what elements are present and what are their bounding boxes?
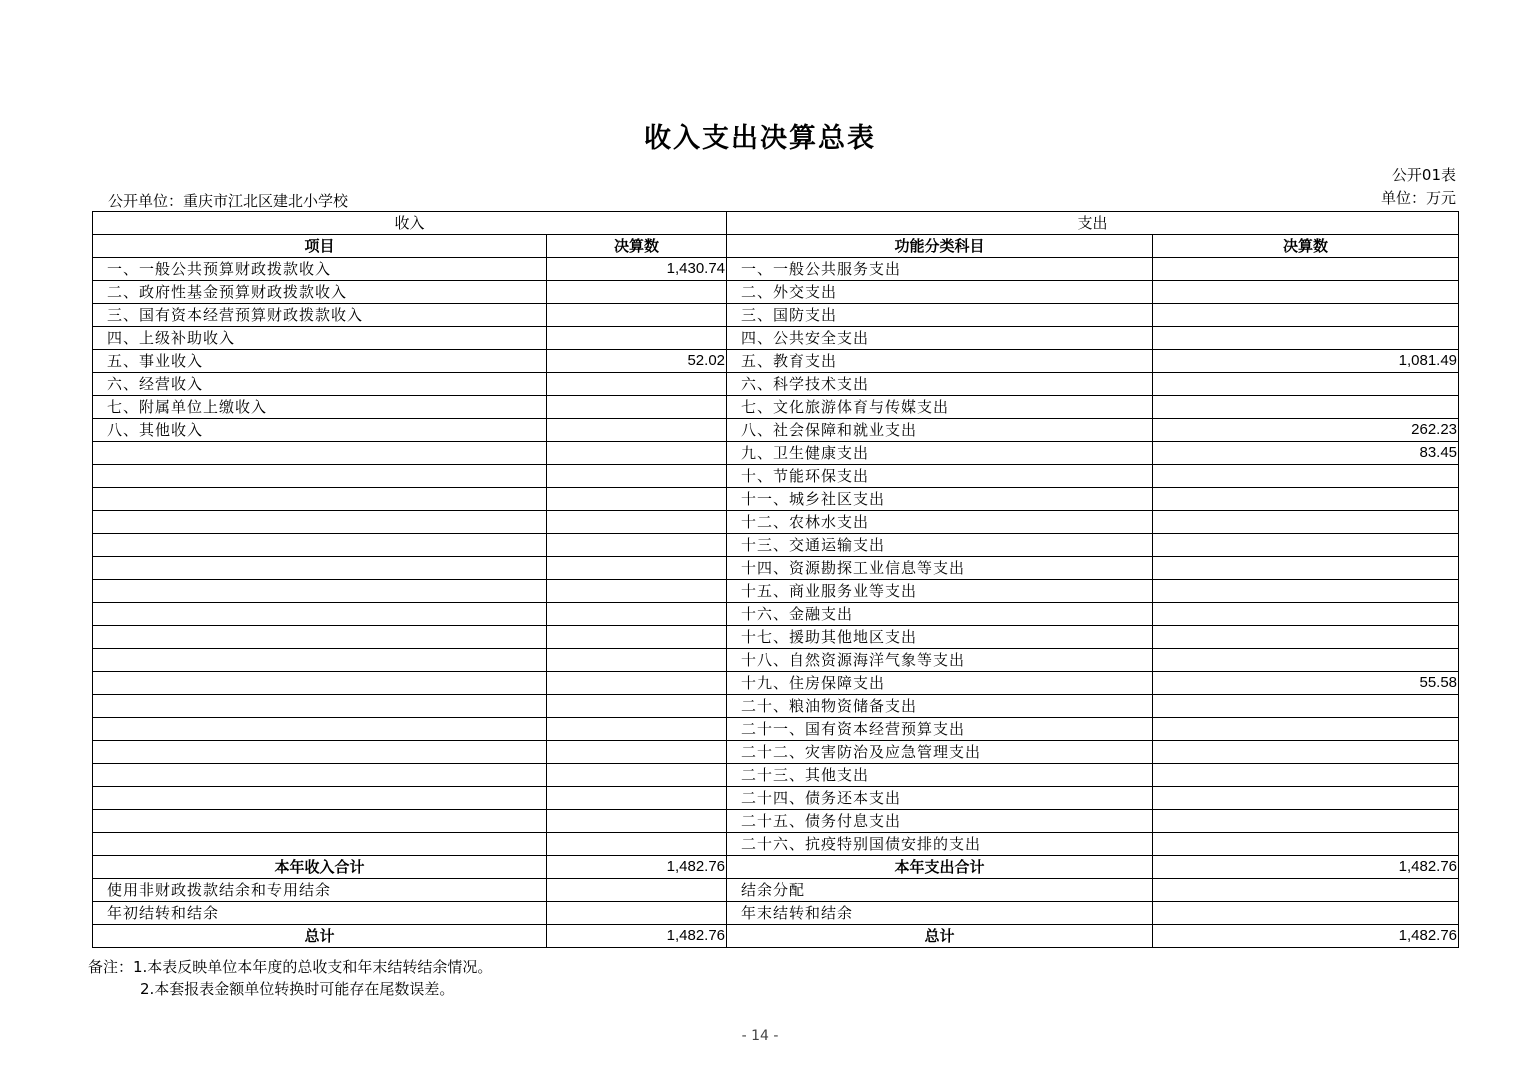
expense-item-cell: 三、国防支出 <box>727 304 1153 327</box>
table-row <box>93 718 1459 741</box>
column-header-amount: 决算数 <box>547 235 727 258</box>
income-amount-cell <box>547 902 727 925</box>
expense-amount-cell <box>1153 626 1459 649</box>
expense-amount-cell <box>1153 511 1459 534</box>
income-amount-cell <box>547 626 727 649</box>
income-item-cell: 七、附属单位上缴收入 <box>93 396 547 419</box>
income-item-cell <box>93 603 547 626</box>
expense-amount-cell <box>1153 787 1459 810</box>
income-amount-cell <box>547 557 727 580</box>
income-amount-cell <box>547 695 727 718</box>
expense-amount-cell: 1,081.49 <box>1153 350 1459 373</box>
notes <box>88 956 492 1000</box>
expense-item-cell: 七、文化旅游体育与传媒支出 <box>727 396 1153 419</box>
income-amount-cell <box>547 764 727 787</box>
total-row <box>93 925 1459 948</box>
table-row <box>93 534 1459 557</box>
table-row <box>93 327 1459 350</box>
table-row <box>93 350 1459 373</box>
income-amount-cell <box>547 511 727 534</box>
expense-item-cell: 十四、资源勘探工业信息等支出 <box>727 557 1153 580</box>
table-row <box>93 511 1459 534</box>
income-amount-cell <box>547 419 727 442</box>
note-2: 2.本套报表金额单位转换时可能存在尾数误差。 <box>140 980 455 998</box>
unit-label: 单位：万元 <box>1380 189 1456 207</box>
expense-amount-cell: 83.45 <box>1153 442 1459 465</box>
expense-item-cell: 十二、农林水支出 <box>727 511 1153 534</box>
expense-item-cell: 十一、城乡社区支出 <box>727 488 1153 511</box>
income-item-cell: 三、国有资本经营预算财政拨款收入 <box>93 304 547 327</box>
income-item-cell <box>93 672 547 695</box>
income-amount-cell: 1,430.74 <box>547 258 727 281</box>
table-row <box>93 557 1459 580</box>
expense-item-cell: 四、公共安全支出 <box>727 327 1153 350</box>
expense-amount-cell <box>1153 534 1459 557</box>
expense-item-cell: 五、教育支出 <box>727 350 1153 373</box>
income-amount-cell <box>547 741 727 764</box>
income-amount-cell: 1,482.76 <box>547 925 727 948</box>
income-amount-cell <box>547 304 727 327</box>
income-amount-cell <box>547 442 727 465</box>
income-amount-cell <box>547 879 727 902</box>
column-header-function: 功能分类科目 <box>727 235 1153 258</box>
form-number: 公开01表 <box>1391 166 1456 184</box>
table-row <box>93 580 1459 603</box>
page-number: - 14 - <box>741 1028 779 1044</box>
income-amount-cell <box>547 718 727 741</box>
income-item-cell <box>93 695 547 718</box>
income-amount-cell <box>547 488 727 511</box>
expense-item-cell: 总计 <box>727 925 1153 948</box>
expense-item-cell: 二十二、灾害防治及应急管理支出 <box>727 741 1153 764</box>
organization-label: 公开单位：重庆市江北区建北小学校 <box>108 192 349 210</box>
expense-item-cell: 十八、自然资源海洋气象等支出 <box>727 649 1153 672</box>
income-item-cell <box>93 580 547 603</box>
income-amount-cell <box>547 534 727 557</box>
expense-amount-cell <box>1153 465 1459 488</box>
income-item-cell: 二、政府性基金预算财政拨款收入 <box>93 281 547 304</box>
income-item-cell <box>93 718 547 741</box>
income-item-cell <box>93 649 547 672</box>
expense-section-header: 支出 <box>727 212 1459 235</box>
income-amount-cell <box>547 396 727 419</box>
expense-item-cell: 十九、住房保障支出 <box>727 672 1153 695</box>
expense-item-cell: 年末结转和结余 <box>727 902 1153 925</box>
income-item-cell <box>93 488 547 511</box>
expense-amount-cell <box>1153 396 1459 419</box>
income-amount-cell <box>547 787 727 810</box>
expense-item-cell: 十五、商业服务业等支出 <box>727 580 1153 603</box>
income-amount-cell <box>547 649 727 672</box>
expense-item-cell: 二十一、国有资本经营预算支出 <box>727 718 1153 741</box>
expense-amount-cell <box>1153 557 1459 580</box>
table-row <box>93 649 1459 672</box>
expense-item-cell: 结余分配 <box>727 879 1153 902</box>
table-row <box>93 304 1459 327</box>
income-amount-cell <box>547 672 727 695</box>
expense-item-cell: 本年支出合计 <box>727 856 1153 879</box>
table-row <box>93 603 1459 626</box>
income-item-cell <box>93 810 547 833</box>
expense-item-cell: 二十五、债务付息支出 <box>727 810 1153 833</box>
income-item-cell <box>93 833 547 856</box>
income-amount-cell <box>547 465 727 488</box>
expense-item-cell: 十六、金融支出 <box>727 603 1153 626</box>
table-row <box>93 373 1459 396</box>
expense-amount-cell <box>1153 833 1459 856</box>
table-row <box>93 258 1459 281</box>
income-item-cell: 五、事业收入 <box>93 350 547 373</box>
page-title: 收入支出决算总表 <box>644 123 876 154</box>
income-item-cell <box>93 764 547 787</box>
expense-amount-cell: 55.58 <box>1153 672 1459 695</box>
expense-item-cell: 六、科学技术支出 <box>727 373 1153 396</box>
income-amount-cell <box>547 603 727 626</box>
income-item-cell <box>93 626 547 649</box>
income-item-cell: 年初结转和结余 <box>93 902 547 925</box>
table-row <box>93 810 1459 833</box>
table-row <box>93 396 1459 419</box>
table-row <box>93 902 1459 925</box>
expense-item-cell: 二十四、债务还本支出 <box>727 787 1153 810</box>
income-item-cell: 本年收入合计 <box>93 856 547 879</box>
expense-amount-cell <box>1153 258 1459 281</box>
expense-amount-cell <box>1153 718 1459 741</box>
table-row <box>93 787 1459 810</box>
expense-amount-cell <box>1153 764 1459 787</box>
table-row <box>93 695 1459 718</box>
expense-item-cell: 十七、援助其他地区支出 <box>727 626 1153 649</box>
table-row <box>93 419 1459 442</box>
income-item-cell: 四、上级补助收入 <box>93 327 547 350</box>
expense-amount-cell <box>1153 373 1459 396</box>
income-item-cell: 总计 <box>93 925 547 948</box>
table-row <box>93 442 1459 465</box>
table-row <box>93 672 1459 695</box>
expense-amount-cell <box>1153 580 1459 603</box>
table-body <box>93 212 1459 948</box>
expense-item-cell: 一、一般公共服务支出 <box>727 258 1153 281</box>
expense-item-cell: 二十三、其他支出 <box>727 764 1153 787</box>
table-row <box>93 281 1459 304</box>
expense-amount-cell <box>1153 603 1459 626</box>
expense-amount-cell <box>1153 304 1459 327</box>
expense-amount-cell <box>1153 327 1459 350</box>
expense-item-cell: 二、外交支出 <box>727 281 1153 304</box>
expense-item-cell: 十三、交通运输支出 <box>727 534 1153 557</box>
budget-table <box>92 211 1459 948</box>
table-row <box>93 626 1459 649</box>
income-item-cell <box>93 787 547 810</box>
expense-amount-cell: 1,482.76 <box>1153 925 1459 948</box>
expense-amount-cell <box>1153 902 1459 925</box>
income-amount-cell <box>547 373 727 396</box>
column-header-amount-2: 决算数 <box>1153 235 1459 258</box>
table-row <box>93 833 1459 856</box>
income-section-header: 收入 <box>93 212 727 235</box>
income-item-cell: 六、经营收入 <box>93 373 547 396</box>
expense-item-cell: 二十六、抗疫特别国债安排的支出 <box>727 833 1153 856</box>
income-amount-cell <box>547 281 727 304</box>
income-item-cell <box>93 511 547 534</box>
subtotal-row <box>93 856 1459 879</box>
section-header-row <box>93 212 1459 235</box>
income-item-cell <box>93 741 547 764</box>
table-row <box>93 879 1459 902</box>
table-row <box>93 465 1459 488</box>
expense-amount-cell <box>1153 879 1459 902</box>
income-amount-cell <box>547 833 727 856</box>
table-row <box>93 764 1459 787</box>
income-item-cell <box>93 442 547 465</box>
income-amount-cell <box>547 580 727 603</box>
income-item-cell <box>93 534 547 557</box>
expense-amount-cell: 262.23 <box>1153 419 1459 442</box>
income-amount-cell: 52.02 <box>547 350 727 373</box>
income-item-cell: 八、其他收入 <box>93 419 547 442</box>
expense-amount-cell <box>1153 810 1459 833</box>
expense-item-cell: 八、社会保障和就业支出 <box>727 419 1153 442</box>
expense-item-cell: 二十、粮油物资储备支出 <box>727 695 1153 718</box>
expense-item-cell: 十、节能环保支出 <box>727 465 1153 488</box>
table-row <box>93 488 1459 511</box>
column-header-item: 项目 <box>93 235 547 258</box>
income-amount-cell <box>547 327 727 350</box>
note-1: 备注：1.本表反映单位本年度的总收支和年末结转结余情况。 <box>88 958 493 976</box>
expense-amount-cell <box>1153 281 1459 304</box>
expense-amount-cell <box>1153 649 1459 672</box>
expense-amount-cell <box>1153 695 1459 718</box>
expense-item-cell: 九、卫生健康支出 <box>727 442 1153 465</box>
income-item-cell <box>93 465 547 488</box>
table-row <box>93 741 1459 764</box>
column-header-row <box>93 235 1459 258</box>
expense-amount-cell: 1,482.76 <box>1153 856 1459 879</box>
income-item-cell <box>93 557 547 580</box>
income-amount-cell: 1,482.76 <box>547 856 727 879</box>
income-item-cell: 一、一般公共预算财政拨款收入 <box>93 258 547 281</box>
expense-amount-cell <box>1153 488 1459 511</box>
income-item-cell: 使用非财政拨款结余和专用结余 <box>93 879 547 902</box>
expense-amount-cell <box>1153 741 1459 764</box>
income-amount-cell <box>547 810 727 833</box>
